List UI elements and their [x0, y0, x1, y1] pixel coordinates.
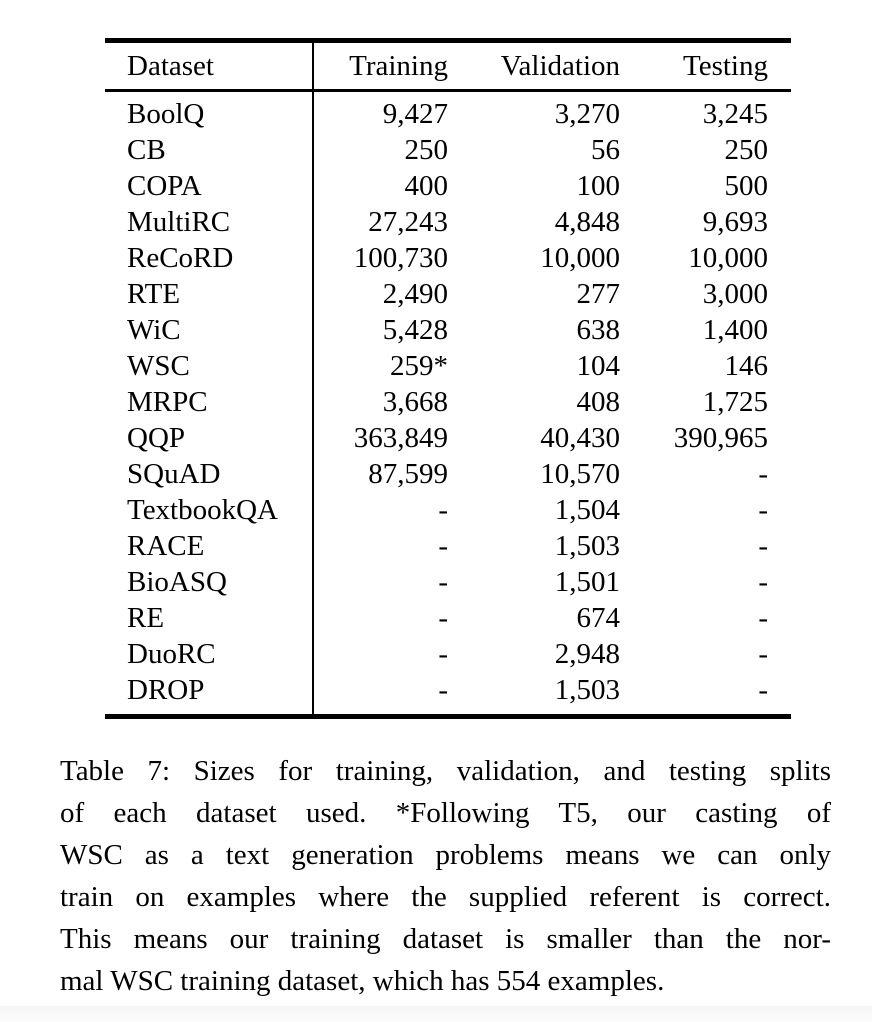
table-row	[105, 240, 791, 276]
cell-validation: 100	[576, 170, 620, 202]
table-row	[105, 384, 791, 420]
cell-dataset: ReCoRD	[105, 240, 313, 276]
table-row	[105, 312, 791, 348]
cell-training: 363,849	[353, 422, 448, 454]
cell-testing: 250	[724, 134, 768, 166]
cell-testing: 3,245	[702, 98, 768, 130]
cell-validation: 2,948	[554, 638, 620, 670]
caption-line: This means our training dataset is smaller than the nor-	[60, 923, 831, 955]
cell-dataset: QQP	[105, 420, 313, 456]
cell-testing: 1,725	[702, 386, 768, 418]
cell-training: 27,243	[368, 206, 448, 238]
cell-testing: 1,400	[702, 314, 768, 346]
cell-validation: 277	[576, 278, 620, 310]
cell-testing: 500	[724, 170, 768, 202]
cell-training: 259*	[390, 350, 448, 382]
cell-testing: 3,000	[702, 278, 768, 310]
cell-dataset: DROP	[105, 672, 313, 717]
cell-validation: 10,000	[540, 242, 620, 274]
caption-line: of each dataset used. *Following T5, our casting of	[60, 797, 831, 829]
cell-training: -	[438, 638, 448, 670]
table-row	[105, 348, 791, 384]
table-row	[105, 600, 791, 636]
cell-training: 2,490	[382, 278, 448, 310]
table-row	[105, 132, 791, 168]
cell-validation: 3,270	[554, 98, 620, 130]
cell-dataset: DuoRC	[105, 636, 313, 672]
caption-line: WSC as a text generation problems means we can only	[60, 839, 831, 871]
cell-validation: 674	[576, 602, 620, 634]
cell-training: 400	[404, 170, 448, 202]
cell-validation: 1,501	[554, 566, 620, 598]
table-row	[105, 276, 791, 312]
table-row	[105, 636, 791, 672]
table-row	[105, 456, 791, 492]
cell-validation: 40,430	[540, 422, 620, 454]
cell-testing: -	[758, 602, 768, 634]
cell-dataset: WiC	[105, 312, 313, 348]
cell-validation: 1,503	[554, 530, 620, 562]
table-row	[105, 168, 791, 204]
cell-testing: 146	[724, 350, 768, 382]
table-row	[105, 492, 791, 528]
cell-dataset: BoolQ	[105, 91, 313, 133]
header-testing: Testing	[683, 50, 768, 82]
cell-testing: -	[758, 494, 768, 526]
cell-testing: 9,693	[702, 206, 768, 238]
cell-dataset: BioASQ	[105, 564, 313, 600]
header-dataset: Dataset	[105, 41, 313, 91]
table-row	[105, 420, 791, 456]
cell-dataset: WSC	[105, 348, 313, 384]
cell-dataset: RACE	[105, 528, 313, 564]
cell-validation: 1,504	[554, 494, 620, 526]
cell-dataset: TextbookQA	[105, 492, 313, 528]
cell-training: 5,428	[382, 314, 448, 346]
cell-dataset: SQuAD	[105, 456, 313, 492]
caption-line: Table 7: Sizes for training, validation, and testing splits	[60, 755, 831, 787]
cell-dataset: MultiRC	[105, 204, 313, 240]
cell-training: 3,668	[382, 386, 448, 418]
cell-validation: 408	[576, 386, 620, 418]
caption-line: train on examples where the supplied referent is correct.	[60, 881, 831, 913]
cell-training: 100,730	[353, 242, 448, 274]
table-caption	[60, 750, 831, 1002]
cell-training: 9,427	[382, 98, 448, 130]
cell-training: 87,599	[368, 458, 448, 490]
cell-validation: 104	[576, 350, 620, 382]
cell-validation: 10,570	[540, 458, 620, 490]
cell-training: 250	[404, 134, 448, 166]
cell-validation: 4,848	[554, 206, 620, 238]
header-validation: Validation	[500, 50, 620, 82]
cell-testing: -	[758, 674, 768, 706]
cell-testing: -	[758, 638, 768, 670]
table-row	[105, 528, 791, 564]
dataset-splits-table	[105, 38, 791, 719]
cell-dataset: RE	[105, 600, 313, 636]
cell-testing: -	[758, 566, 768, 598]
table-header-row	[105, 41, 791, 91]
header-training: Training	[349, 50, 448, 82]
cell-dataset: RTE	[105, 276, 313, 312]
cell-training: -	[438, 602, 448, 634]
cell-testing: -	[758, 458, 768, 490]
cell-validation: 638	[576, 314, 620, 346]
dataset-splits-table-wrap	[105, 38, 791, 719]
caption-line: mal WSC training dataset, which has 554 examples.	[60, 965, 665, 997]
cell-validation: 56	[591, 134, 620, 166]
table-row	[105, 672, 791, 717]
table-row	[105, 564, 791, 600]
cell-training: -	[438, 530, 448, 562]
cell-training: -	[438, 674, 448, 706]
cell-validation: 1,503	[554, 674, 620, 706]
cell-dataset: CB	[105, 132, 313, 168]
table-row	[105, 91, 791, 133]
cell-training: -	[438, 566, 448, 598]
cell-testing: 390,965	[673, 422, 768, 454]
cell-dataset: COPA	[105, 168, 313, 204]
cell-dataset: MRPC	[105, 384, 313, 420]
cell-testing: 10,000	[688, 242, 768, 274]
cell-testing: -	[758, 530, 768, 562]
cell-training: -	[438, 494, 448, 526]
table-row	[105, 204, 791, 240]
page-bottom-edge	[0, 1006, 872, 1022]
